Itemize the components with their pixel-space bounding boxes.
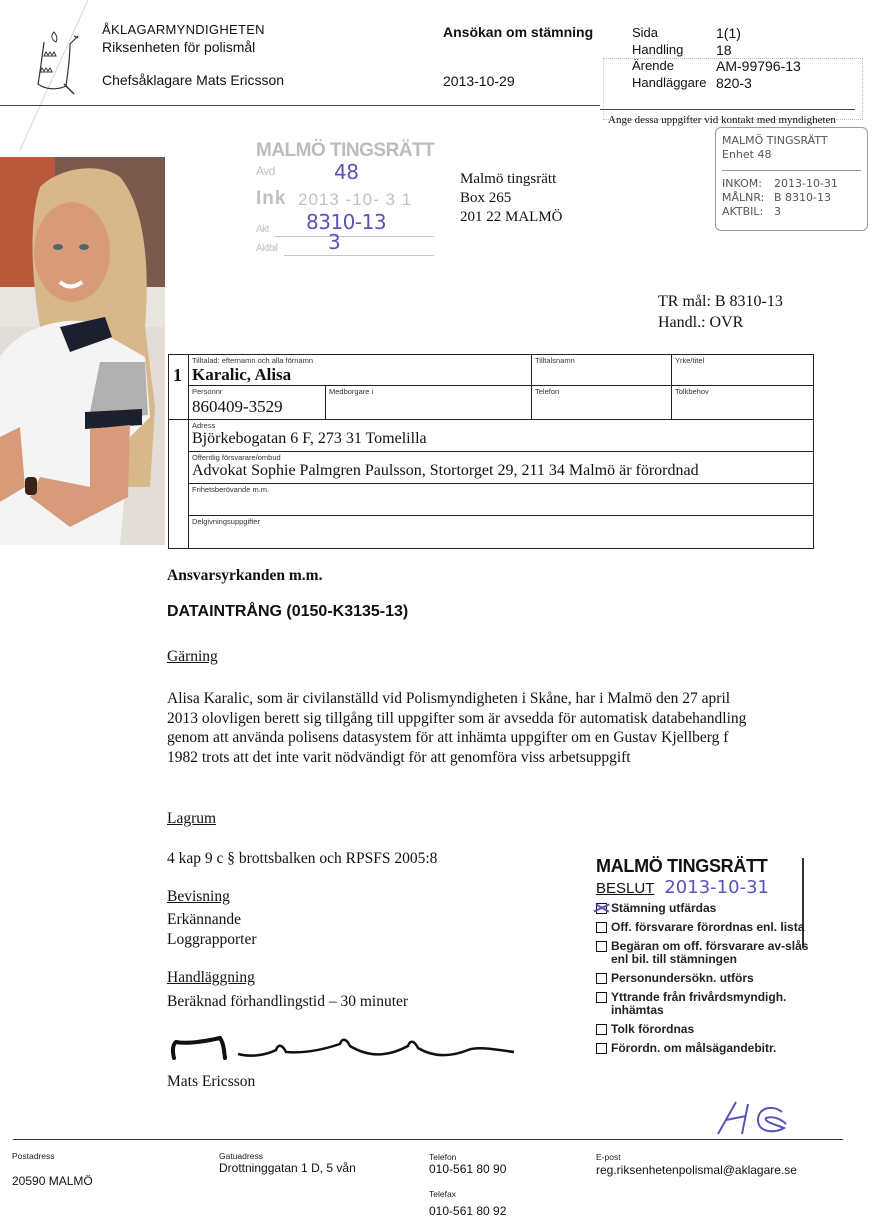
checkbox[interactable]: [596, 992, 607, 1003]
act-heading: Gärning: [167, 648, 218, 665]
option-label: Personundersökn. utförs: [611, 971, 754, 985]
meta-label: Sida: [632, 25, 659, 40]
detention-field[interactable]: [189, 484, 813, 516]
stamp-value: 2013-10-31: [774, 177, 838, 190]
header-divider: [0, 105, 600, 106]
decision-options: [596, 902, 811, 1055]
address-line: Malmö tingsrätt: [460, 171, 557, 187]
defendant-photo: [0, 157, 165, 545]
decision-option-malsagandebitrade[interactable]: [596, 1042, 811, 1055]
field-value: Karalic, Alisa: [192, 365, 292, 384]
field-label: Tolkbehov: [675, 387, 709, 396]
postal-address: 20590 MALMÖ: [12, 1174, 93, 1188]
signatory-name: Mats Ericsson: [167, 1073, 256, 1090]
evidence-item: Erkännande: [167, 911, 242, 928]
decision-option-stamning[interactable]: [596, 902, 811, 915]
akt-handwritten: 8310-13: [306, 210, 387, 234]
checkbox[interactable]: [596, 973, 607, 984]
option-label: Förordn. om målsägandebitr.: [611, 1041, 777, 1055]
stamp-label: INKOM:: [722, 177, 762, 190]
ink-date: 2013 -10- 3 1: [298, 190, 413, 209]
footer-divider: [13, 1139, 843, 1140]
stamp-value: B 8310-13: [774, 191, 832, 204]
stamp-value: 3: [774, 205, 781, 218]
field-label: Frihetsberövande m.m.: [192, 485, 270, 494]
stamp-line: [284, 255, 434, 256]
aktbil-label: Aktbil: [256, 243, 278, 254]
checkbox[interactable]: [596, 1024, 607, 1035]
meta-label: Ärende: [632, 58, 674, 73]
meta-row-document: [632, 42, 801, 59]
signature: [168, 1030, 518, 1070]
checkbox-checked[interactable]: [596, 903, 607, 914]
checkbox[interactable]: [596, 941, 607, 952]
org-unit: Riksenheten för polismål: [102, 39, 256, 55]
recipient-address: [460, 170, 563, 227]
decision-stamp: [596, 856, 811, 1061]
decision-option-personundersokning[interactable]: [596, 972, 811, 985]
street-address-label: Gatuadress: [219, 1151, 263, 1161]
number-column-spacer: [169, 420, 189, 548]
street-address: Drottninggatan 1 D, 5 vån: [219, 1161, 356, 1175]
field-label: Delgivningsuppgifter: [192, 517, 260, 526]
telefon-field[interactable]: [532, 386, 672, 420]
defendant-form: [168, 354, 814, 549]
court-intake-stamp: [256, 140, 438, 260]
name-field[interactable]: [189, 355, 532, 386]
option-label: Begäran om off. försvarare av-slås enl bil. till stämningen: [611, 939, 809, 966]
meta-row-page: [632, 25, 801, 42]
address-line: 201 22 MALMÖ: [460, 209, 563, 225]
stamp-court: MALMÖ TINGSRÄTT: [722, 134, 828, 147]
meta-row-handler: [632, 75, 801, 92]
document-date: 2013-10-29: [443, 73, 515, 89]
field-label: Tilltalsnamn: [535, 356, 575, 365]
meta-row-case: [632, 58, 801, 75]
stamp-label: MÅLNR:: [722, 191, 765, 204]
defendant-number-cell: [169, 355, 189, 420]
option-label: Yttrande från frivårdsmyndigh. inhämtas: [611, 990, 787, 1017]
field-label: Adress: [192, 421, 216, 430]
akt-label: Akt: [256, 224, 269, 235]
service-details-field[interactable]: [189, 516, 813, 547]
stamp-row: [722, 177, 861, 191]
meta-value: AM-99796-13: [716, 58, 801, 74]
field-label: Telefon: [535, 387, 560, 396]
meta-label: Handling: [632, 41, 684, 57]
decision-label: BESLUT: [596, 880, 655, 897]
decision-option-yttrande[interactable]: [596, 991, 811, 1017]
decision-option-forsvarare[interactable]: [596, 921, 811, 934]
document-type: Ansökan om stämning: [443, 24, 594, 40]
avd-label: Avd: [256, 164, 275, 178]
claims-heading: Ansvarsyrkanden m.m.: [167, 567, 323, 584]
stamp-row: [722, 191, 861, 205]
document-meta: [632, 25, 801, 91]
email-address[interactable]: reg.riksenhetenpolismal@aklagare.se: [596, 1163, 797, 1177]
field-label: Personnr: [192, 387, 223, 396]
defendant-number: 1: [173, 365, 182, 385]
evidence-heading: Bevisning: [167, 888, 230, 905]
meta-value: 1(1): [716, 25, 741, 41]
checkbox[interactable]: [596, 922, 607, 933]
decision-option-begaran[interactable]: [596, 940, 811, 966]
evidence-item: Loggrapporter: [167, 931, 257, 948]
email-label: E-post: [596, 1152, 621, 1162]
avd-handwritten: 48: [334, 160, 359, 184]
crime-title: DATAINTRÅNG (0150-K3135-13): [167, 603, 409, 620]
phone-number[interactable]: 010-561 80 90: [429, 1162, 507, 1176]
personnr-field[interactable]: [189, 386, 326, 420]
stamp-title: MALMÖ TINGSRÄTT: [256, 140, 435, 161]
stamp-unit: Enhet 48: [722, 148, 772, 161]
stamp-line: [274, 236, 434, 237]
field-value: 860409-3529: [192, 397, 283, 416]
address-line: Box 265: [460, 190, 512, 206]
tr-case-number: TR mål: B 8310-13: [658, 293, 783, 310]
aktbil-handwritten: 3: [328, 230, 341, 254]
law-heading: Lagrum: [167, 810, 217, 827]
ink-label: Ink: [256, 188, 287, 209]
prosecution-authority-logo-icon: [32, 28, 80, 96]
phone-label: Telefon: [429, 1152, 457, 1162]
adress-field[interactable]: [189, 420, 813, 452]
tolkbehov-field[interactable]: [672, 386, 813, 420]
decision-court: MALMÖ TINGSRÄTT: [596, 856, 768, 876]
handling-text: Beräknad förhandlingstid – 30 minuter: [167, 993, 409, 1010]
contact-note: Ange dessa uppgifter vid kontakt med myndigheten: [608, 114, 836, 126]
tilltalsnamn-field[interactable]: [532, 355, 672, 386]
decision-option-tolk[interactable]: [596, 1023, 811, 1036]
option-label: Tolk förordnas: [611, 1022, 695, 1036]
option-label: Off. försvarare förordnas enl. lista: [611, 920, 805, 934]
stamp-divider: [722, 170, 861, 171]
meta-value: 18: [716, 41, 732, 58]
decision-date-handwritten: 2013-10-31: [664, 877, 769, 898]
stamp-row: [722, 205, 861, 219]
checkbox[interactable]: [596, 1043, 607, 1054]
field-value: Advokat Sophie Palmgren Paulsson, Stortorget 29, 211 34 Malmö är förordnad: [192, 462, 699, 479]
handling-heading: Handläggning: [167, 969, 255, 986]
yrke-field[interactable]: [672, 355, 813, 386]
header-divider-right: [600, 109, 855, 110]
field-value: Björkebogatan 6 F, 273 31 Tomelilla: [192, 430, 427, 447]
field-label: Tilltalad: efternamn och alla förnamn: [192, 356, 314, 365]
fax-number: 010-561 80 92: [429, 1204, 507, 1218]
judge-initials: [712, 1098, 792, 1140]
meta-value: 820-3: [716, 74, 752, 91]
field-label: Medborgare i: [329, 387, 374, 396]
prosecutor-name: Chefsåklagare Mats Ericsson: [102, 72, 285, 88]
court-case-reference: [658, 291, 783, 333]
defense-counsel-field[interactable]: [189, 452, 813, 484]
handling-code: Handl.: OVR: [658, 314, 744, 331]
received-stamp: [715, 127, 868, 231]
option-label: Stämning utfärdas: [611, 901, 717, 915]
act-description: Alisa Karalic, som är civilanställd vid Polismyndigheten i Skåne, har i Malmö den 27 april 2013 olovligen berett sig tillgång till uppgifter som är avsedda för automatisk databehandling genom att använda polisens datasystem för att inhämta uppgifter om en Gustav Kjellberg f 1982 trots att det inte varit nödvändigt för att genomföra viss arbetsuppgift: [167, 690, 747, 766]
stamp-label: AKTBIL:: [722, 205, 764, 218]
field-label: Offentlig försvarare/ombud: [192, 453, 281, 462]
meta-label: Handläggare: [632, 74, 707, 90]
org-name: ÅKLAGARMYNDIGHETEN: [102, 22, 265, 37]
fax-label: Telefax: [429, 1189, 456, 1199]
law-text: 4 kap 9 c § brottsbalken och RPSFS 2005:8: [167, 850, 438, 867]
medborgare-field[interactable]: [326, 386, 532, 420]
field-label: Yrke/titel: [675, 356, 705, 365]
postal-address-label: Postadress: [12, 1151, 55, 1161]
